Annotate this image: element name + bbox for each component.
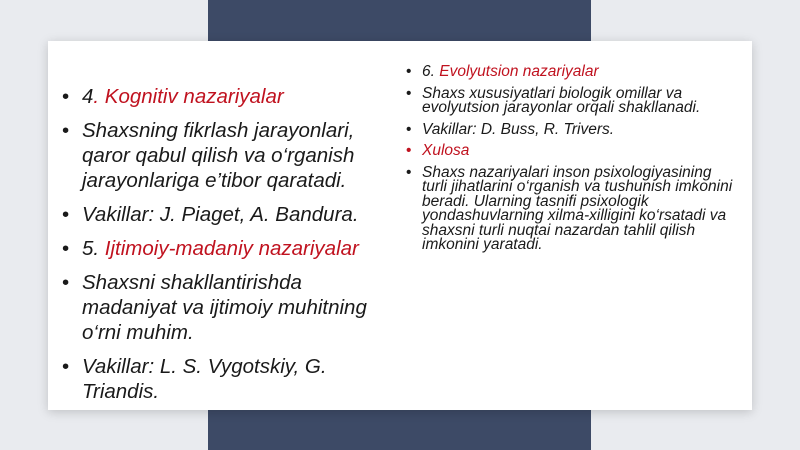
right-bullet-list (406, 65, 736, 260)
list-item: • Shaxsning fikrlash jarayonlari, qaror qabul qilish va o‘rganish jarayonlariga e’tibor qaratadi. (62, 118, 402, 193)
heading-title: Evolyutsion nazariyalar (439, 63, 599, 80)
list-item: • Vakillar: J. Piaget, A. Bandura. (62, 202, 402, 227)
list-item-conclusion-heading: • Xulosa (406, 144, 736, 159)
heading-number: 4 (82, 85, 94, 108)
heading-title: . Kognitiv nazariyalar (93, 85, 284, 108)
list-item-evolutionary-heading (406, 65, 736, 80)
list-item: • Shaxsni shakllantirishda madaniyat va ijtimoiy muhitning o‘rni muhim. (62, 270, 402, 345)
list-item-sociocultural-heading (62, 236, 402, 261)
left-bullet-list (62, 84, 402, 413)
list-item: • Shaxs xususiyatlari biologik omillar va evolyutsion jarayonlar orqali shakllanadi. (406, 87, 736, 116)
list-item-cognitive-heading (62, 84, 402, 109)
list-item: • Vakillar: L. S. Vygotskiy, G. Triandis. (62, 354, 402, 404)
heading-title: Ijtimoiy-madaniy nazariyalar (104, 237, 359, 260)
heading-number: 6. (422, 63, 440, 80)
heading-number: 5. (82, 237, 105, 260)
list-item: • Shaxs nazariyalari inson psixologiyasining turli jihatlarini o‘rganish va tushunish imkonini beradi. Ularning tasnifi psixologik yondashuvlarning xilma-xilligini ko‘rsatadi va shaxsni turli nuqtai nazardan tahlil qilish imkonini yaratadi. (406, 166, 736, 253)
list-item: • Vakillar: D. Buss, R. Trivers. (406, 123, 736, 138)
